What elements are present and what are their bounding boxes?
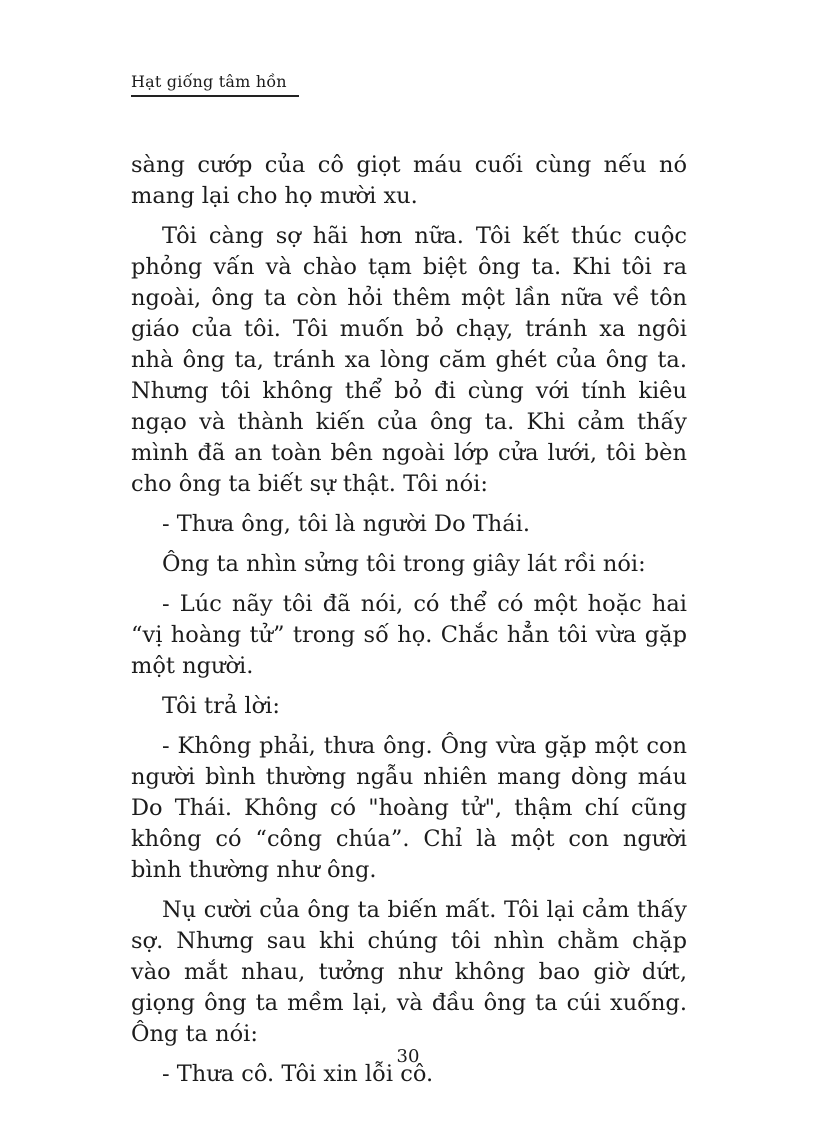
dialogue-line: - Lúc nãy tôi đã nói, có thể có một hoặc hai “vị hoàng tử” trong số họ. Chắc hẳn tôi vừa gặp một người. xyxy=(131,591,687,679)
page-number: 30 xyxy=(396,1046,420,1067)
page-body xyxy=(131,150,687,1099)
dialogue-line: - Thưa cô. Tôi xin lỗi cô. xyxy=(162,1061,434,1087)
paragraph: Ông ta nhìn sửng tôi trong giây lát rồi nói: xyxy=(162,551,646,577)
dialogue-line: - Không phải, thưa ông. Ông vừa gặp một con người bình thường ngẫu nhiên mang dòng máu Do Thái. Không có "hoàng tử", thậm chí cũng không có “công chúa”. Chỉ là một con người bình thường như ông. xyxy=(131,733,687,883)
running-header: Hạt giống tâm hồn xyxy=(131,72,299,97)
paragraph: Tôi càng sợ hãi hơn nữa. Tôi kết thúc cuộc phỏng vấn và chào tạm biệt ông ta. Khi tôi ra ngoài, ông ta còn hỏi thêm một lần nữa về tôn giáo của tôi. Tôi muốn bỏ chạy, tránh xa ngôi nhà ông ta, tránh xa lòng căm ghét của ông ta. Nhưng tôi không thể bỏ đi cùng với tính kiêu ngạo và thành kiến của ông ta. Khi cảm thấy mình đã an toàn bên ngoài lớp cửa lưới, tôi bèn cho ông ta biết sự thật. Tôi nói: xyxy=(131,223,687,497)
paragraph: Nụ cười của ông ta biến mất. Tôi lại cảm thấy sợ. Nhưng sau khi chúng tôi nhìn chằm chặp vào mắt nhau, tưởng như không bao giờ dứt, giọng ông ta mềm lại, và đầu ông ta cúi xuống. Ông ta nói: xyxy=(131,897,687,1047)
dialogue-line: - Thưa ông, tôi là người Do Thái. xyxy=(162,511,531,537)
paragraph-continuation: sàng cướp của cô giọt máu cuối cùng nếu nó mang lại cho họ mười xu. xyxy=(131,152,687,209)
paragraph: Tôi trả lời: xyxy=(162,693,280,719)
